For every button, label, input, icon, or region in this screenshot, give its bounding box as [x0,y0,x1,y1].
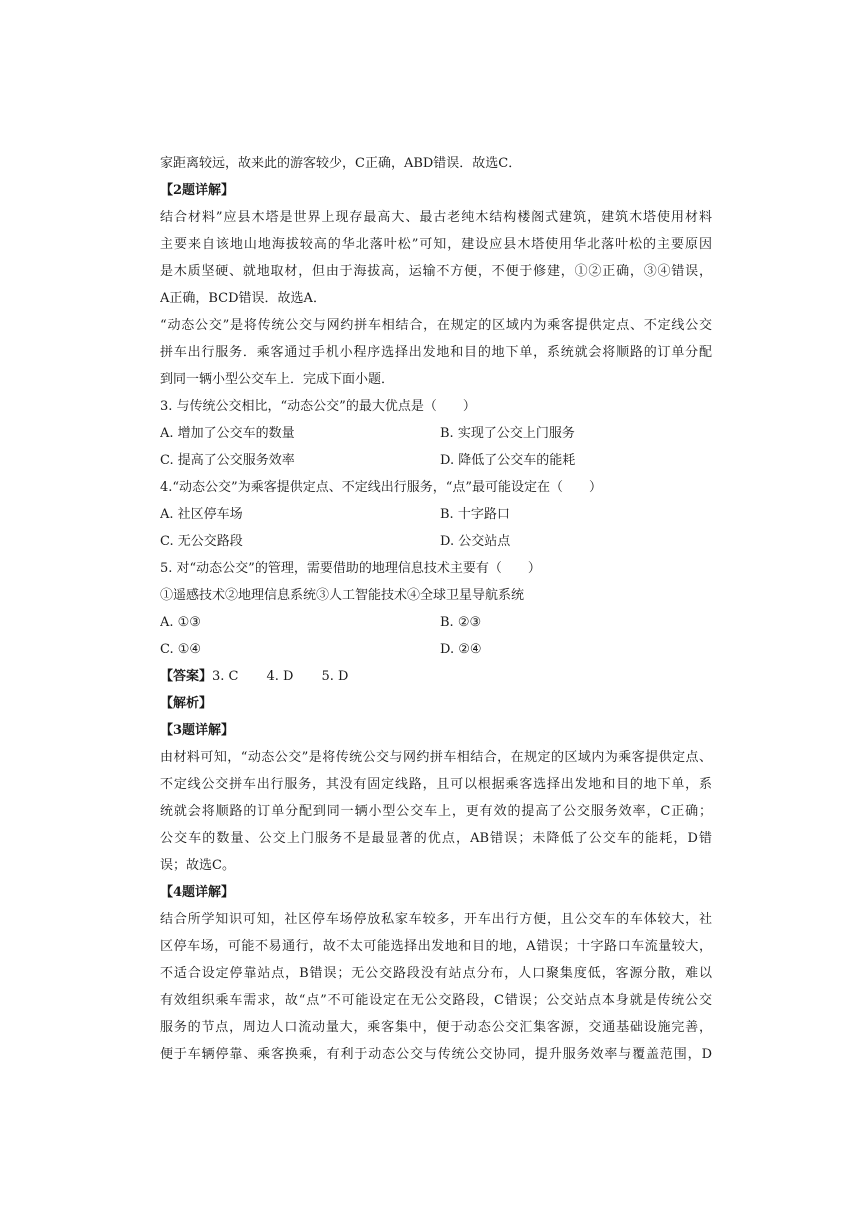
option-b: B. 实现了公交上门服务 [440,426,575,441]
answer-5: 5. D [321,669,349,684]
option-c: C. 无公交路段 [160,534,243,549]
text-line: 统就会将顺路的订单分配到同一辆小型公交车上，更有效的提高了公交服务效率，C正确； [160,804,712,819]
section-heading: 【3题详解】 [160,723,235,738]
question-4-options-row-2 [160,528,712,555]
question-5-items: ①遥感技术②地理信息系统③人工智能技术④全球卫星导航系统 [160,588,525,603]
option-b: B. 十字路口 [440,507,510,522]
answer-3: 3. C [212,669,239,684]
material-text-line: “动态公交”是将传统公交与网约拼车相结合，在规定的区域内为乘客提供定点、不定线公交 [160,318,712,333]
question-4: 4.“动态公交”为乘客提供定点、不定线出行服务，“点”最可能设定在（ ） [160,480,602,495]
question-5-options-row-2 [160,636,712,663]
text-line: 服务的节点，周边人口流动量大，乘客集中，便于动态公交汇集客源，交通基础设施完善， [160,1020,712,1035]
text-line: 是木质坚硬、就地取材，但由于海拔高，运输不方便，不便于修建，①②正确，③④错误， [160,264,712,279]
text-line: 区停车场，可能不易通行，故不太可能选择出发地和目的地，A错误；十字路口车流量较大， [160,939,712,954]
material-text-line: 拼车出行服务．乘客通过手机小程序选择出发地和目的地下单，系统就会将顺路的订单分配 [160,345,712,360]
option-c: C. ①④ [160,642,202,657]
text-line: 结合材料”应县木塔是世界上现存最高大、最古老纯木结构楼阁式建筑，建筑木塔使用材料 [160,210,712,225]
question-3-options-row-2 [160,447,712,474]
option-d: D. 降低了公交车的能耗 [440,453,576,468]
option-d: D. 公交站点 [440,534,511,549]
answer-4: 4. D [266,669,294,684]
option-b: B. ②③ [440,615,482,630]
text-line: 结合所学知识可知，社区停车场停放私家车较多，开车出行方便，且公交车的车体较大，社 [160,912,712,927]
option-a: A. ①③ [160,615,201,630]
section-heading: 【4题详解】 [160,885,235,900]
text-line: 家距离较远，故来此的游客较少，C正确，ABD错误．故选C． [160,156,522,171]
question-3: 3. 与传统公交相比，“动态公交”的最大优点是（ ） [160,399,476,414]
option-a: A. 增加了公交车的数量 [160,426,295,441]
text-line: 公交车的数量、公交上门服务不是最显著的优点，AB错误；未降低了公交车的能耗，D错 [160,831,712,846]
text-line: 由材料可知，“动态公交”是将传统公交与网约拼车相结合，在规定的区域内为乘客提供定点、 [160,750,712,765]
option-a: A. 社区停车场 [160,507,243,522]
document-body [160,150,712,1068]
text-line: 不定线公交拼车出行服务，其没有固定线路，且可以根据乘客选择出发地和目的地下单，系 [160,777,712,792]
question-3-options-row-1 [160,420,712,447]
text-line: 不适合设定停靠站点，B错误；无公交路段没有站点分布，人口聚集度低，客源分散，难以 [160,966,712,981]
text-line: 有效组织乘车需求，故“点”不可能设定在无公交路段，C错误；公交站点本身就是传统公交 [160,993,712,1008]
text-line: A正确，BCD错误．故选A． [160,291,326,306]
option-d: D. ②④ [440,642,482,657]
question-5: 5. 对“动态公交”的管理，需要借助的地理信息技术主要有（ ） [160,561,541,576]
section-heading: 【2题详解】 [160,183,235,198]
text-line: 主要来自该地山地海拔较高的华北落叶松”可知，建设应县木塔使用华北落叶松的主要原因 [160,237,712,252]
analysis-heading: 【解析】 [160,696,213,711]
answer-line [160,663,712,690]
text-line: 误；故选C。 [160,858,235,873]
question-5-options-row-1 [160,609,712,636]
option-c: C. 提高了公交服务效率 [160,453,295,468]
question-4-options-row-1 [160,501,712,528]
text-line: 便于车辆停靠、乘客换乘，有利于动态公交与传统公交协同，提升服务效率与覆盖范围，D [160,1047,712,1062]
answer-label: 【答案】 [160,669,213,684]
material-text-line: 到同一辆小型公交车上．完成下面小题． [160,372,395,387]
